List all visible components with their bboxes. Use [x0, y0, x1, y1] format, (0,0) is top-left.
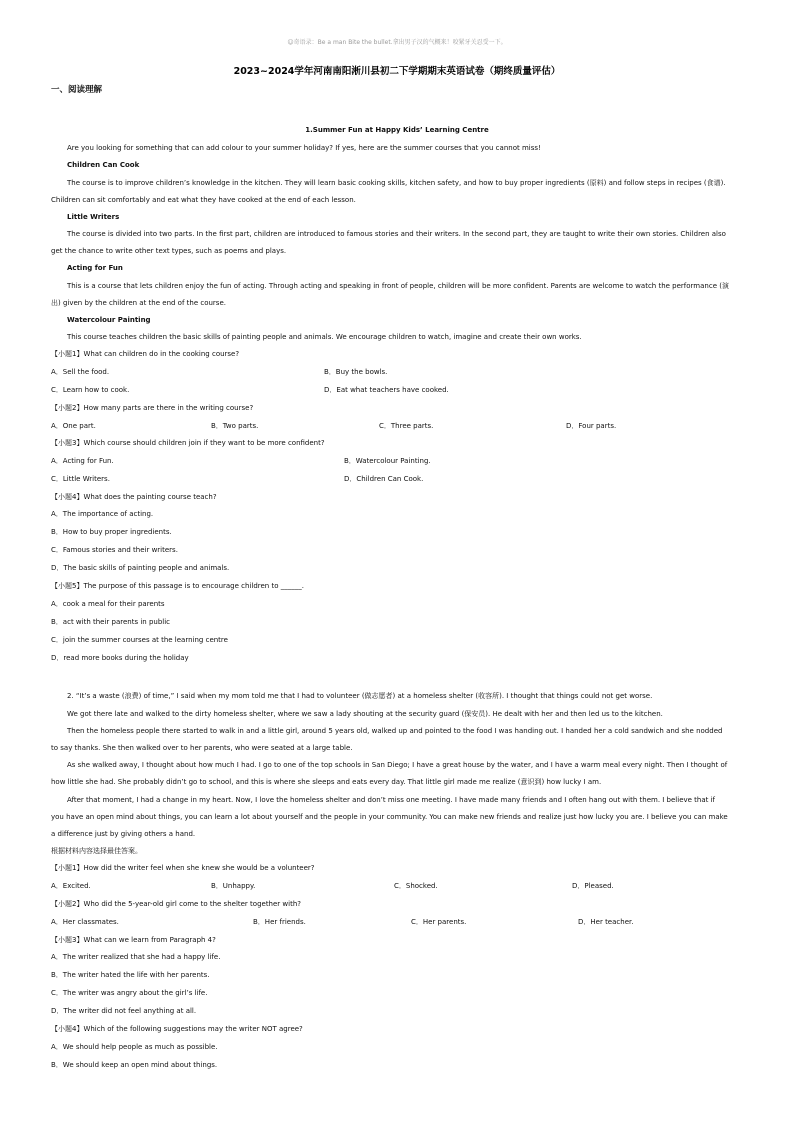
answer-option[interactable]: A．The writer realized that she had a happy life.: [51, 953, 221, 961]
answer-option[interactable]: B．Watercolour Painting.: [344, 457, 431, 465]
answer-option[interactable]: A．One part.: [51, 422, 96, 430]
answer-option[interactable]: B．Her friends.: [253, 918, 306, 926]
passage-line: This is a course that lets children enjoy the fun of acting. Through acting and speaking in front of people, children will be more confident. Parents are welcome to watch the performance (演: [67, 282, 729, 290]
passage-line: As she walked away, I thought about how much I had. I go to one of the top schools in San Diego; I have a great house by the water, and I have a warm meal every night. Then I thought of: [67, 761, 728, 769]
passage-line: 出) given by the children at the end of the course.: [51, 299, 226, 307]
passage-line: 2. “It’s a waste (浪费) of time,” I said when my mom told me that I had to volunteer (做志愿者) at a homeless shelter (收容所). I thought that things could not get worse.: [67, 692, 653, 700]
answer-option[interactable]: A．cook a meal for their parents: [51, 600, 165, 608]
answer-option[interactable]: C．Three parts.: [379, 422, 434, 430]
passage-line: This course teaches children the basic skills of painting people and animals. We encourage children to watch, imagine and create their own works.: [67, 333, 582, 341]
answer-option[interactable]: B．We should keep an open mind about things.: [51, 1061, 218, 1069]
course-heading-writers: Little Writers: [67, 213, 120, 221]
passage-line: We got there late and walked to the dirty homeless shelter, where we saw a lady shouting at the security guard (保安员). He dealt with her and then led us to the kitchen.: [67, 710, 663, 718]
answer-option[interactable]: D．Her teacher.: [578, 918, 634, 926]
answer-option[interactable]: B．The writer hated the life with her parents.: [51, 971, 210, 979]
passage-line: you have an open mind about things, you can learn a lot about yourself and the people in your community. You can make new friends and realize just how lucky you are. I believe you can make: [51, 813, 728, 821]
question-stem: 【小题4】Which of the following suggestions may the writer NOT agree?: [51, 1025, 303, 1033]
answer-option[interactable]: D．Pleased.: [572, 882, 614, 890]
question-stem: 【小题1】How did the writer feel when she knew she would be a volunteer?: [51, 864, 315, 872]
passage-line: get the chance to write other text types, such as poems and plays.: [51, 247, 287, 255]
question-stem: 【小题3】What can we learn from Paragraph 4?: [51, 936, 216, 944]
passage-line: Children can sit comfortably and eat what they have cooked at the end of each lesson.: [51, 196, 356, 204]
question-stem: 【小题2】Who did the 5-year-old girl come to the shelter together with?: [51, 900, 301, 908]
answer-option[interactable]: C．Learn how to cook.: [51, 386, 130, 394]
answer-option[interactable]: D．Eat what teachers have cooked.: [324, 386, 449, 394]
answer-option[interactable]: A．Sell the food.: [51, 368, 110, 376]
question-stem: 【小题5】The purpose of this passage is to encourage children to ______.: [51, 582, 304, 590]
answer-option[interactable]: A．Her classmates.: [51, 918, 119, 926]
answer-option[interactable]: A．Excited.: [51, 882, 91, 890]
passage-line: a difference just by giving others a hand.: [51, 830, 196, 838]
answer-option[interactable]: C．The writer was angry about the girl’s life.: [51, 989, 208, 997]
answer-option[interactable]: A．The importance of acting.: [51, 510, 154, 518]
answer-option[interactable]: C．Her parents.: [411, 918, 467, 926]
answer-option[interactable]: C．Little Writers.: [51, 475, 110, 483]
answer-option[interactable]: D．Children Can Cook.: [344, 475, 424, 483]
answer-option[interactable]: B．Unhappy.: [211, 882, 256, 890]
course-heading-acting: Acting for Fun: [67, 264, 123, 272]
question-stem: 【小题4】What does the painting course teach?: [51, 493, 217, 501]
page-title: 2023~2024学年河南南阳淅川县初二下学期期末英语试卷（期终质量评估）: [233, 66, 561, 77]
passage-line: After that moment, I had a change in my heart. Now, I love the homeless shelter and don’t miss one meeting. I have made many friends and I often hang out with them. I believe that if: [67, 796, 716, 804]
answer-option[interactable]: D．read more books during the holiday: [51, 654, 189, 662]
answer-option[interactable]: A．We should help people as much as possible.: [51, 1043, 218, 1051]
passage-line: to say thanks. She then walked over to her parents, who were seated at a large table.: [51, 744, 353, 752]
passage-line: The course is divided into two parts. In the first part, children are introduced to famous stories and their writers. In the second part, they are taught to write their own stories. Children also: [67, 230, 726, 238]
passage1-intro: Are you looking for something that can add colour to your summer holiday? If yes, here are the summer courses that you cannot miss!: [67, 144, 541, 152]
answer-option[interactable]: B．How to buy proper ingredients.: [51, 528, 172, 536]
instruction: 根据材料内容选择最佳答案。: [51, 847, 142, 855]
answer-option[interactable]: C．join the summer courses at the learning centre: [51, 636, 228, 644]
answer-option[interactable]: B．Buy the bowls.: [324, 368, 388, 376]
answer-option[interactable]: B．Two parts.: [211, 422, 259, 430]
section-heading: 一、阅读理解: [51, 85, 103, 95]
answer-option[interactable]: C．Shocked.: [394, 882, 438, 890]
passage-line: Then the homeless people there started to walk in and a little girl, around 5 years old, walked up and pointed to the food I was handing out. I handed her a cold sandwich and she nodded: [67, 727, 723, 735]
question-stem: 【小题2】How many parts are there in the writing course?: [51, 404, 254, 412]
header-quote: ☺奇语录：Be a man Bite the bullet.拿出男子汉的气概来！咬紧牙关忍受一下。: [287, 39, 507, 46]
course-heading-painting: Watercolour Painting: [67, 316, 151, 324]
answer-option[interactable]: A．Acting for Fun.: [51, 457, 114, 465]
answer-option[interactable]: B．act with their parents in public: [51, 618, 171, 626]
passage-line: how little she had. She probably didn’t go to school, and this is where she sleeps and eats every day. That little girl made me realize (意识到) how lucky I am.: [51, 778, 602, 786]
course-heading-cook: Children Can Cook: [67, 161, 140, 169]
question-stem: 【小题1】What can children do in the cooking course?: [51, 350, 240, 358]
answer-option[interactable]: D．The basic skills of painting people and animals.: [51, 564, 230, 572]
answer-option[interactable]: C．Famous stories and their writers.: [51, 546, 178, 554]
answer-option[interactable]: D．Four parts.: [566, 422, 617, 430]
question-stem: 【小题3】Which course should children join if they want to be more confident?: [51, 439, 325, 447]
passage-line: The course is to improve children’s knowledge in the kitchen. They will learn basic cooking skills, kitchen safety, and how to buy proper ingredients (原料) and follow steps in recipes (食谱).: [67, 179, 726, 187]
answer-option[interactable]: D．The writer did not feel anything at all.: [51, 1007, 197, 1015]
passage1-title: 1.Summer Fun at Happy Kids’ Learning Centre: [305, 126, 489, 134]
